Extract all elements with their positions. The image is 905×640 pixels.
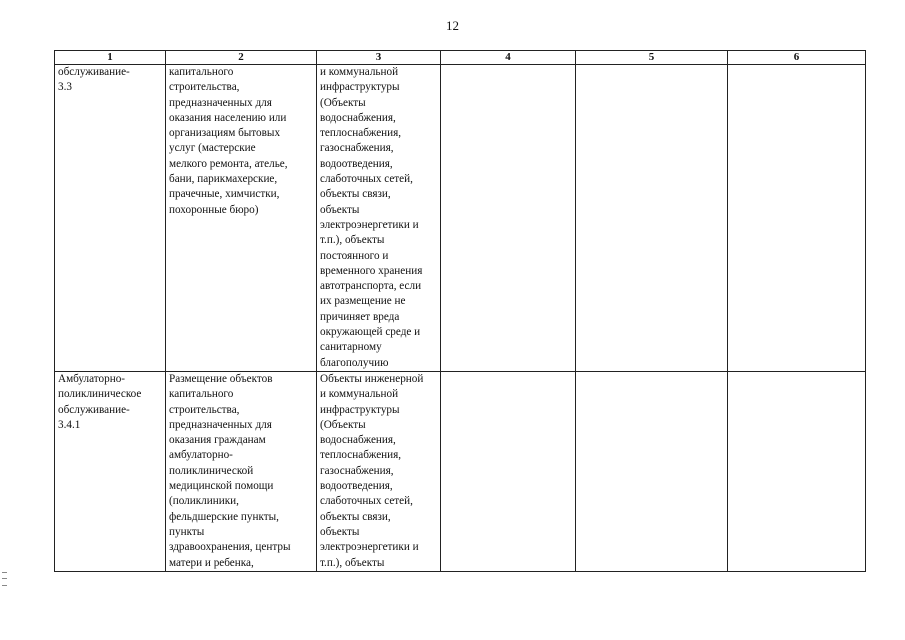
auxiliary-use-cell: и коммунальной инфраструктуры (Объекты водоснабжения, теплоснабжения, газоснабжения, водоотведения, слаботочных сетей, объекты связи, объекты электроэнергетики и т.п.), объекты постоянного и временного хранения автотранспорта, если их размещение не причиняет вреда окружающей среде и санитарному благополучию xyxy=(317,65,441,372)
table-row xyxy=(55,371,866,571)
column-header-2: 2 xyxy=(166,51,317,65)
column-header-5: 5 xyxy=(576,51,728,65)
table-row xyxy=(55,65,866,372)
table-header-row xyxy=(55,51,866,65)
page-number: 12 xyxy=(446,18,459,33)
zoning-table xyxy=(54,50,866,572)
auxiliary-use-cell: Объекты инженерной и коммунальной инфраструктуры (Объекты водоснабжения, теплоснабжения, газоснабжения, водоотведения, слаботочных сетей, объекты связи, объекты электроэнергетики и т.п.), объекты xyxy=(317,371,441,571)
scan-mark-icon xyxy=(2,572,7,586)
use-description-cell: капитального строительства, предназначенных для оказания населению или организациям бытовых услуг (мастерские мелкого ремонта, ателье, бани, парикмахерские, прачечные, химчистки, похоронные бюро) xyxy=(166,65,317,372)
column-header-3: 3 xyxy=(317,51,441,65)
table-cell-col6 xyxy=(728,371,866,571)
use-type-code-cell: обслуживание- 3.3 xyxy=(55,65,166,372)
table-cell-col5 xyxy=(576,65,728,372)
table-cell-col5 xyxy=(576,371,728,571)
column-header-6: 6 xyxy=(728,51,866,65)
use-description-cell: Размещение объектов капитального строительства, предназначенных для оказания гражданам амбулаторно- поликлинической медицинской помощи (поликлиники, фельдшерские пункты, пункты здравоохранения, центры матери и ребенка, xyxy=(166,371,317,571)
table-cell-col4 xyxy=(441,65,576,372)
table-cell-col4 xyxy=(441,371,576,571)
table-cell-col6 xyxy=(728,65,866,372)
use-type-code-cell: Амбулаторно- поликлиническое обслуживание- 3.4.1 xyxy=(55,371,166,571)
column-header-1: 1 xyxy=(55,51,166,65)
column-header-4: 4 xyxy=(441,51,576,65)
